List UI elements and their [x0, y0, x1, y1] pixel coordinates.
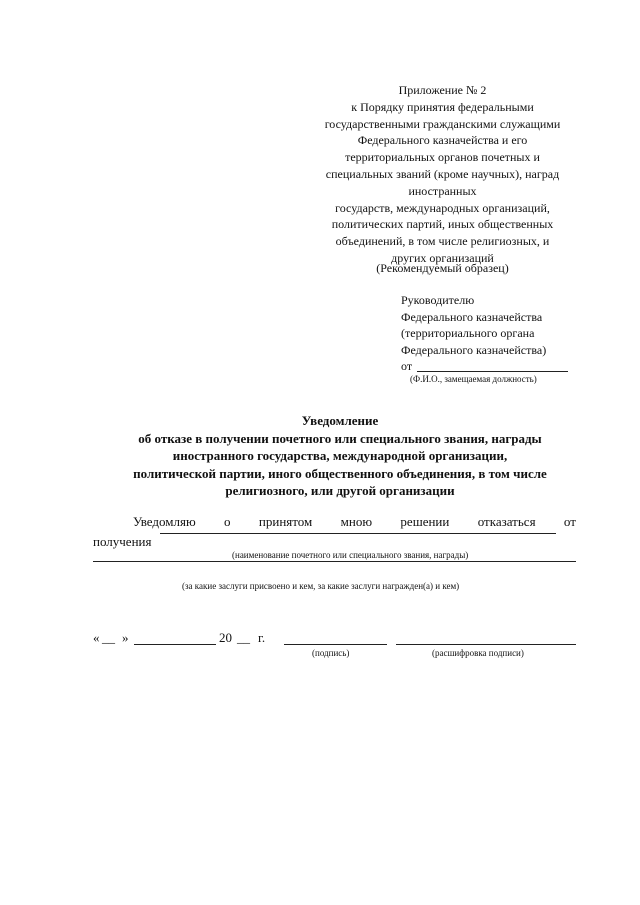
title-line: Уведомление — [301, 413, 379, 428]
year-blank[interactable]: __ — [237, 630, 250, 645]
notify-word: принятом — [258, 514, 313, 529]
notify-word: Уведомляю — [133, 514, 196, 529]
merits-fill-line[interactable] — [93, 561, 576, 562]
year-prefix: 20 — [219, 630, 232, 645]
addressee-block — [401, 292, 601, 375]
addressee-line: Федерального казначейства — [401, 309, 543, 324]
appendix-line: других организаций — [391, 250, 494, 265]
signature-hint: (подпись) — [312, 648, 350, 658]
month-fill-line[interactable] — [134, 644, 216, 645]
award-title-hint: (наименование почетного или специального звания, награды) — [232, 550, 469, 560]
title-line: религиозного, или другой организации — [225, 483, 455, 498]
appendix-line: Федерального казначейства и его — [357, 133, 528, 148]
notify-word: от — [563, 514, 576, 529]
notify-word: отказаться — [477, 514, 536, 529]
appendix-block — [300, 82, 585, 267]
open-quote: « — [93, 630, 100, 645]
appendix-line: государственными гражданскими служащими — [324, 116, 561, 131]
close-quote: » — [122, 630, 129, 645]
from-fill-line[interactable] — [417, 371, 568, 372]
appendix-line: Приложение № 2 — [398, 83, 487, 97]
notify-sentence — [93, 514, 576, 530]
notify-word: решении — [400, 514, 450, 529]
title-line: иностранного государства, международной организации, — [172, 448, 508, 463]
day-blank[interactable]: __ — [102, 630, 115, 645]
appendix-line: объединений, в том числе религиозных, и — [335, 234, 550, 249]
award-title-fill-line[interactable] — [160, 533, 556, 534]
from-label: от — [401, 359, 413, 373]
appendix-line: политических партий, иных общественных — [331, 217, 554, 232]
merits-hint: (за какие заслуги присвоено и кем, за какие заслуги награжден(а) и кем) — [182, 581, 460, 591]
notify-word: о — [224, 514, 231, 529]
signature-decoding-hint: (расшифровка подписи) — [432, 648, 524, 658]
year-suffix: г. — [258, 630, 266, 645]
addressee-line: Руководителю — [401, 293, 475, 307]
appendix-line: к Порядку принятия федеральными — [351, 99, 534, 114]
signature-fill-line[interactable] — [284, 644, 387, 645]
appendix-line: специальных званий (кроме научных), наград — [325, 166, 560, 181]
notice-title — [70, 412, 610, 500]
receipt-label: получения — [93, 534, 152, 549]
title-line: об отказе в получении почетного или специального звания, награды — [138, 430, 542, 446]
appendix-line: территориальных органов почетных и — [345, 150, 540, 165]
notify-word: мною — [340, 514, 373, 529]
appendix-line: иностранных — [408, 183, 477, 198]
addressee-line: (территориального органа — [401, 326, 535, 340]
fio-hint: (Ф.И.О., замещаемая должность) — [410, 374, 537, 384]
from-line — [401, 358, 601, 375]
addressee-line: Федерального казначейства) — [401, 342, 547, 357]
recommended-sample-label: (Рекомендуемый образец) — [376, 261, 509, 275]
signature-decoding-fill-line[interactable] — [396, 644, 576, 645]
appendix-line: государств, международных организаций, — [335, 200, 550, 215]
title-line: политической партии, иного общественного объединения, в том числе — [133, 465, 547, 481]
